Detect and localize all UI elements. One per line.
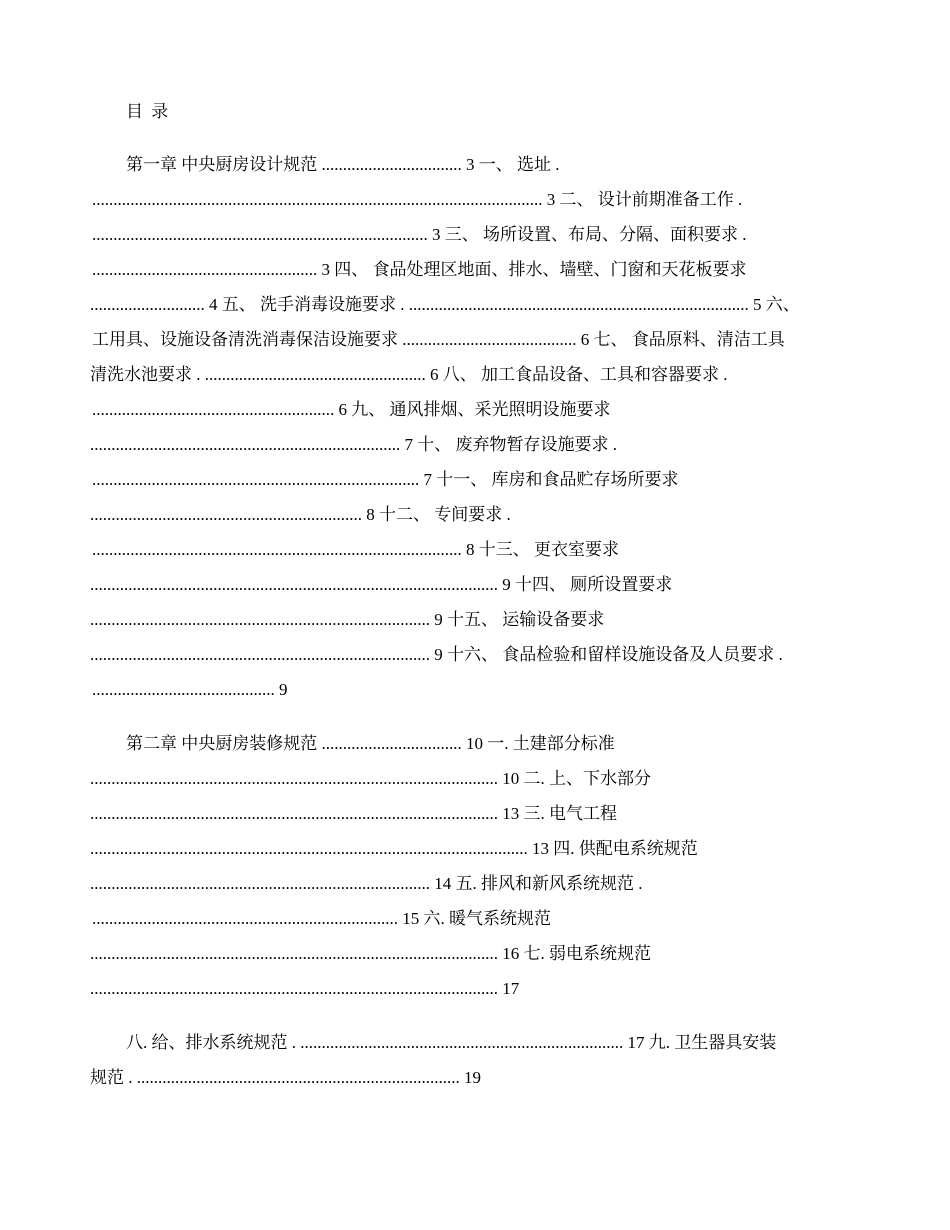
toc-line: ................................................................................................ 16 七. 弱电系统规范: [90, 944, 651, 963]
toc-line: ....................................................................................................... 13 四. 供配电系统规范: [90, 839, 698, 858]
toc-line: ............................................................................. 7 十一、 库房和食品贮存场所要求: [92, 470, 679, 489]
toc-line: ................................................................................................ 9 十四、 厕所设置要求: [90, 575, 673, 594]
toc-line: 第二章 中央厨房装修规范 ................................. 10 一. 土建部分标准: [126, 734, 615, 753]
toc-line: ......................................................... 6 九、 通风排烟、采光照明设施要求: [92, 400, 611, 419]
toc-line: 规范 . ............................................................................ 19: [90, 1068, 481, 1087]
toc-line: ................................................................................ 9 十五、 运输设备要求: [90, 610, 605, 629]
toc-line: ......................................................................... 7 十、 废弃物暂存设施要求 .: [90, 435, 617, 454]
toc-line: ................................................................................................ 10 二. 上、下水部分: [90, 769, 651, 788]
toc-line: .......................................................................................................... 3 二、 设计前期准备工作 .: [92, 190, 743, 209]
toc-line: ................................................................................................ 13 三. 电气工程: [90, 804, 617, 823]
toc-line: 八. 给、排水系统规范 . ............................................................................ 17 九. 卫生器具安装: [126, 1033, 777, 1052]
toc-line: ........................... 4 五、 洗手消毒设施要求 . ................................................................................ 5 六、: [90, 295, 800, 314]
toc-line: ................................................................................ 9 十六、 食品检验和留样设施设备及人员要求 .: [90, 645, 783, 664]
toc-line: ....................................................................................... 8 十三、 更衣室要求: [92, 540, 619, 559]
toc-line: ........................................................................ 15 六. 暖气系统规范: [92, 909, 551, 928]
toc-line: 第一章 中央厨房设计规范 ................................. 3 一、 选址 .: [126, 155, 560, 174]
toc-line: 清洗水池要求 . .................................................... 6 八、 加工食品设备、工具和容器要求 .: [90, 365, 728, 384]
toc-line: ................................................................................................ 17: [90, 979, 520, 998]
toc-line: ..................................................... 3 四、 食品处理区地面、排水、墙壁、门窗和天花板要求: [92, 260, 747, 279]
toc-line: 工用具、设施设备清洗消毒保洁设施要求 ......................................... 6 七、 食品原料、清洁工具: [92, 330, 785, 349]
toc-heading: 目 录: [126, 102, 171, 121]
toc-line: ................................................................ 8 十二、 专间要求 .: [90, 505, 511, 524]
toc-line: ................................................................................ 14 五. 排风和新风系统规范 .: [90, 874, 643, 893]
toc-line: ........................................... 9: [92, 680, 288, 699]
toc-line: ............................................................................... 3 三、 场所设置、布局、分隔、面积要求 .: [92, 225, 747, 244]
